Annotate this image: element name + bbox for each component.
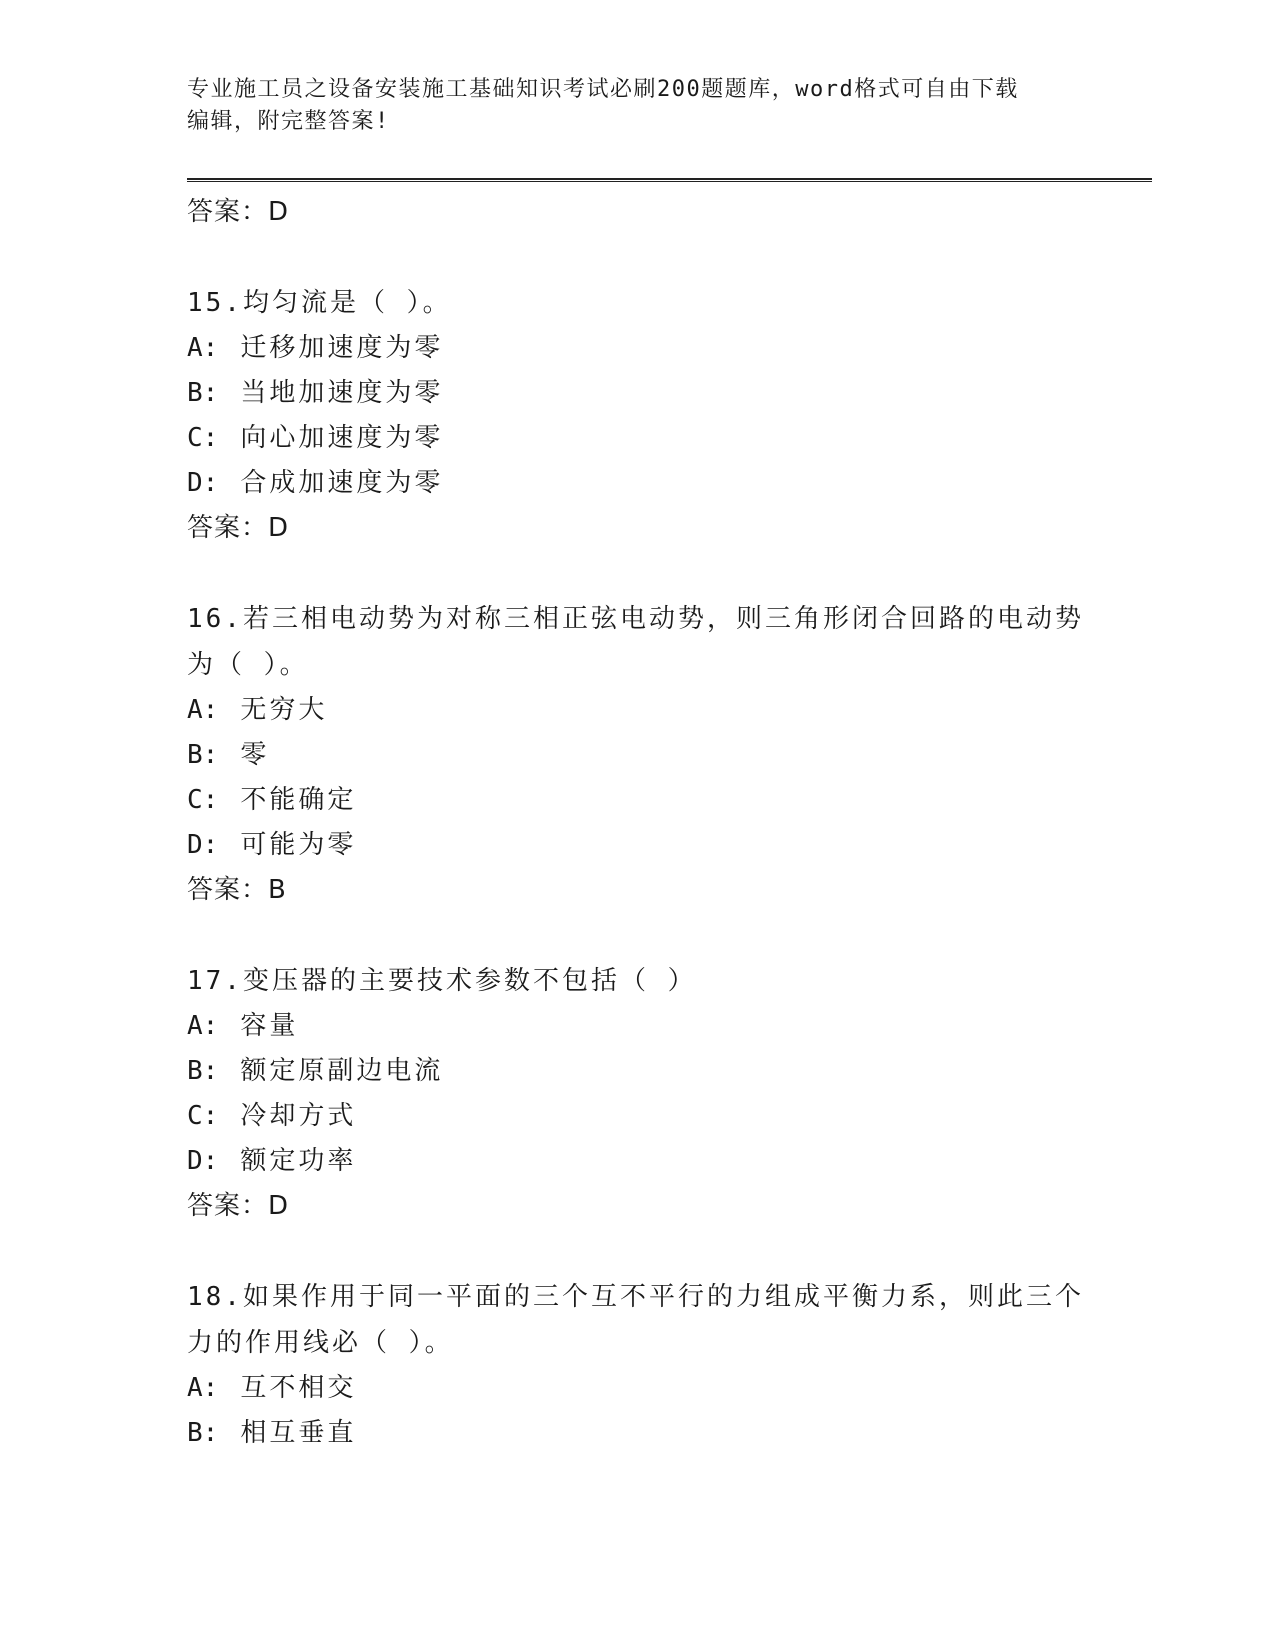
option-a <box>187 326 1087 371</box>
answer-value: D <box>268 197 290 227</box>
option-d <box>187 823 1087 868</box>
option-letter: D: <box>187 468 219 498</box>
option-letter: A: <box>187 1373 219 1403</box>
question-answer <box>187 506 1087 550</box>
option-a <box>187 688 1087 733</box>
question-stem-continued: 力的作用线必（ ）。 <box>187 1328 454 1358</box>
question-answer <box>187 868 1087 912</box>
option-letter: C: <box>187 1101 219 1131</box>
option-text: 合成加速度为零 <box>240 468 444 498</box>
question-16 <box>187 596 1087 912</box>
option-text: 无穷大 <box>240 695 328 725</box>
option-text: 容量 <box>240 1011 299 1041</box>
option-d <box>187 461 1087 506</box>
answer-value: B <box>268 875 287 905</box>
option-c <box>187 1094 1087 1139</box>
option-c <box>187 416 1087 461</box>
question-stem: 15.均匀流是（ ）。 <box>187 288 452 318</box>
question-18 <box>187 1274 1087 1456</box>
option-b <box>187 733 1087 778</box>
option-text: 额定原副边电流 <box>240 1056 444 1086</box>
question-17 <box>187 958 1087 1228</box>
option-d <box>187 1139 1087 1184</box>
answer-label: 答案： <box>187 513 269 543</box>
previous-answer <box>187 190 1087 234</box>
answer-value: D <box>268 513 290 543</box>
question-answer <box>187 1184 1087 1228</box>
page-header <box>187 74 1067 138</box>
option-b <box>187 1411 1087 1456</box>
option-b <box>187 1049 1087 1094</box>
option-letter: B: <box>187 740 219 770</box>
option-letter: D: <box>187 1146 219 1176</box>
option-a <box>187 1004 1087 1049</box>
option-letter: D: <box>187 830 219 860</box>
option-text: 当地加速度为零 <box>240 378 444 408</box>
option-text: 零 <box>240 740 270 770</box>
option-letter: A: <box>187 695 219 725</box>
option-text: 相互垂直 <box>240 1418 357 1448</box>
option-letter: B: <box>187 1418 219 1448</box>
question-stem-continued: 为（ ）。 <box>187 650 309 680</box>
question-stem: 16.若三相电动势为对称三相正弦电动势，则三角形闭合回路的电动势 <box>187 604 1084 634</box>
answer-value: D <box>268 1191 290 1221</box>
option-text: 额定功率 <box>240 1146 357 1176</box>
option-letter: C: <box>187 785 219 815</box>
header-title-line1: 专业施工员之设备安装施工基础知识考试必刷200题题库，word格式可自由下载 <box>187 77 1019 102</box>
option-text: 冷却方式 <box>240 1101 357 1131</box>
option-text: 向心加速度为零 <box>240 423 444 453</box>
option-letter: B: <box>187 1056 219 1086</box>
answer-label: 答案： <box>187 197 269 227</box>
option-letter: A: <box>187 1011 219 1041</box>
option-a <box>187 1366 1087 1411</box>
answer-label: 答案： <box>187 875 269 905</box>
option-b <box>187 371 1087 416</box>
option-letter: C: <box>187 423 219 453</box>
option-text: 可能为零 <box>240 830 357 860</box>
question-stem: 17.变压器的主要技术参数不包括（ ） <box>187 966 697 996</box>
header-title-line2: 编辑，附完整答案! <box>187 109 390 134</box>
option-c <box>187 778 1087 823</box>
option-letter: B: <box>187 378 219 408</box>
question-stem: 18.如果作用于同一平面的三个互不平行的力组成平衡力系，则此三个 <box>187 1282 1084 1312</box>
option-letter: A: <box>187 333 219 363</box>
option-text: 不能确定 <box>240 785 357 815</box>
document-body <box>187 190 1087 1502</box>
header-divider <box>187 178 1152 182</box>
question-15 <box>187 280 1087 550</box>
answer-label: 答案： <box>187 1191 269 1221</box>
option-text: 迁移加速度为零 <box>240 333 444 363</box>
option-text: 互不相交 <box>240 1373 357 1403</box>
